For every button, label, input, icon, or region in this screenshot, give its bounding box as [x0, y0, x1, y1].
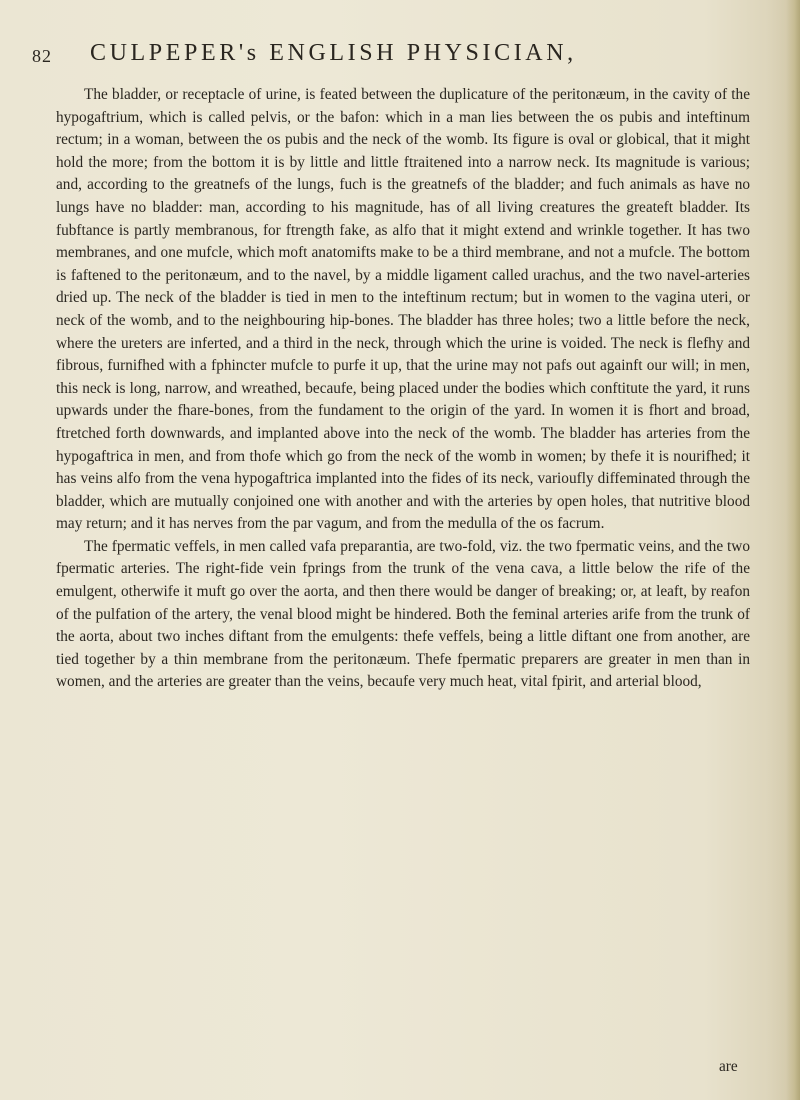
page-number: 82 [32, 46, 52, 66]
body-text [56, 84, 750, 694]
paragraph-bladder: The bladder, or receptacle of urine, is feated between the duplicature of the peritonæum, in the cavity of the hypogaftrium, which is called pelvis, or the bafon: which in a man lies between the os pubis and inteftinum rectum; in a woman, between the os pubis and the neck of the womb. Its figure is oval or globical, that it might hold the more; from the bottom it is by little and little ftraitened into a narrow neck. Its magnitude is various; and, according to the greatnefs of the lungs, fuch is the greatnefs of the bladder; and fuch animals as have no lungs have no bladder: man, according to his magnitude, has of all living creatures the greateft bladder. Its fubftance is partly membranous, for ftrength fake, as alfo that it might extend and wrinkle together. It has two membranes, and one mufcle, which moft anatomifts make to be a third membrane, and not a mufcle. The bottom is faftened to the peritonæum, and to the navel, by a middle ligament called urachus, and the two navel-arteries dried up. The neck of the bladder is tied in men to the inteftinum rectum; but in women to the vagina uteri, or neck of the womb, and to the neighbouring hip-bones. The bladder has three holes; two a little before the neck, where the ureters are inferted, and a third in the neck, through which the urine is voided. The neck is flefhy and fibrous, furnifhed with a fphincter mufcle to purfe it up, that the urine may not pafs out againft our will; in men, this neck is long, narrow, and wreathed, becaufe, being placed under the bodies which conftitute the yard, it runs upwards under the fhare-bones, from the fundament to the origin of the yard. In women it is fhort and broad, ftretched forth downwards, and implanted above into the neck of the womb. The bladder has arteries from the hypogaftrica in men, and from thofe which go from the neck of the womb in women; by thefe it is nourifhed; it has veins alfo from the vena hypogaftrica implanted into the fides of its neck, varioufly diffeminated through the bladder, which are mutually conjoined one with another and with the arteries by open holes, that nutritive blood may return; and it has nerves from the par vagum, and from the medulla of the os facrum. [56, 86, 750, 533]
catchword: are [719, 1058, 738, 1075]
page-edge-shadow [786, 0, 800, 1100]
page-header [32, 40, 752, 74]
running-title: CULPEPER's ENGLISH PHYSICIAN, [90, 40, 577, 66]
paragraph-spermatic-vessels: The fpermatic veffels, in men called vafa preparantia, are two-fold, viz. the two fpermatic veins, and the two fpermatic arteries. The right-fide vein fprings from the trunk of the vena cava, a little below the rife of the emulgent, otherwife it muft go over the aorta, and then there would be danger of breaking; or, at leaft, by reafon of the pulfation of the artery, the venal blood might be hindered. Both the feminal arteries arife from the trunk of the aorta, about two inches diftant from the emulgents: thefe veffels, being a little diftant one from another, are tied together by a thin membrane from the peritonæum. Thefe fpermatic preparers are greater in men than in women, and the arteries are greater than the veins, becaufe very much heat, vital fpirit, and arterial blood, [56, 537, 750, 691]
